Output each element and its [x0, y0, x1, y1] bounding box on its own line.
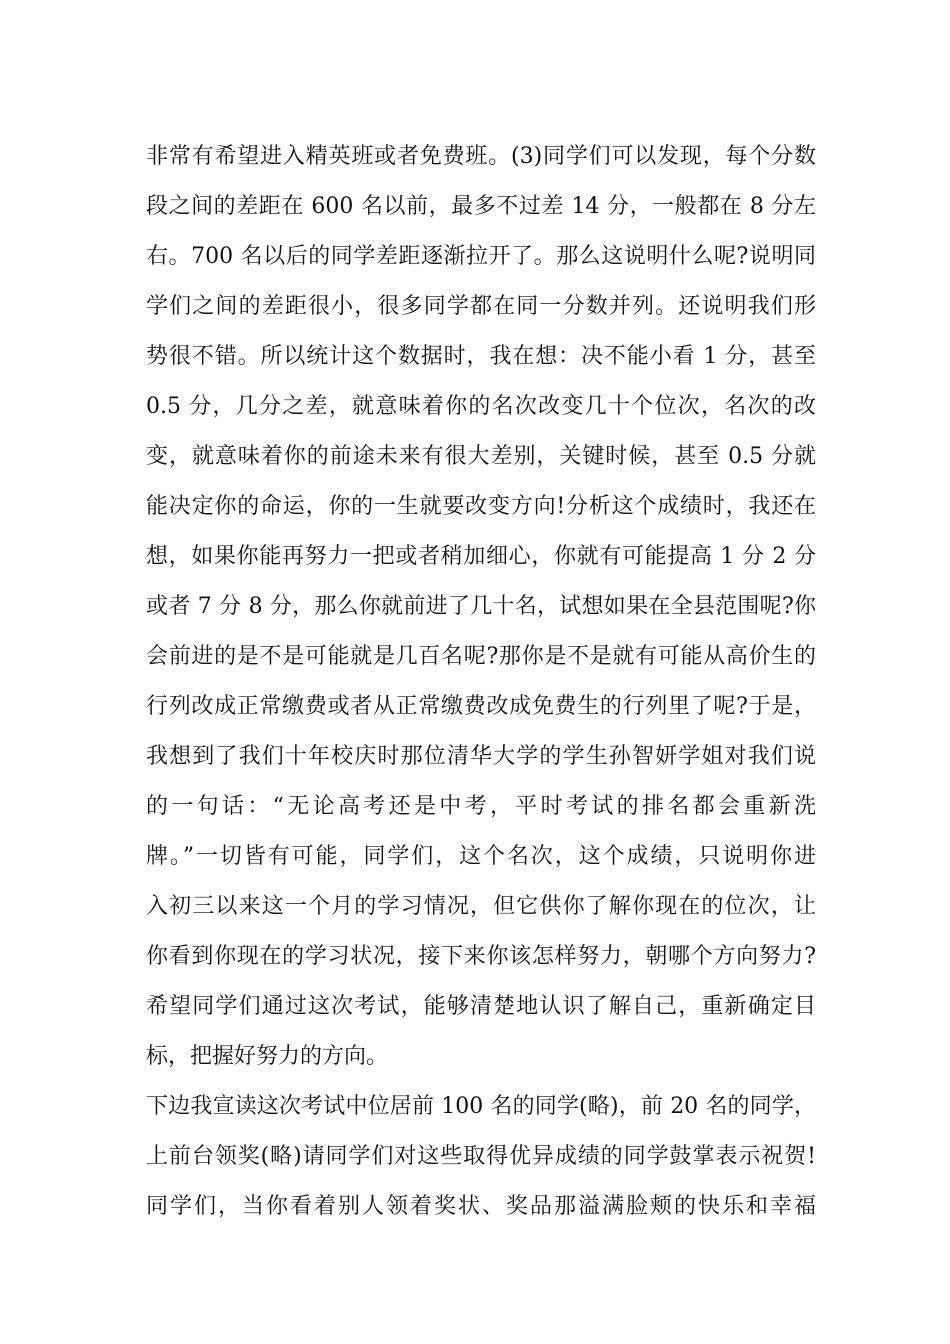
text-line: 希望同学们通过这次考试，能够清楚地认识了解自己，重新确定目 [146, 994, 816, 1019]
text-line: 行列改成正常缴费或者从正常缴费改成免费生的行列里了呢?于是， [146, 694, 816, 719]
text-line: 上前台领奖(略)请同学们对这些取得优异成绩的同学鼓掌表示祝贺! [146, 1144, 816, 1169]
text-line: 或者 7 分 8 分，那么你就前进了几十名，试想如果在全县范围呢?你 [146, 594, 816, 619]
text-line: 标，把握好努力的方向。 [146, 1044, 389, 1069]
text-line: 0.5 分，几分之差，就意味着你的名次改变几十个位次，名次的改 [146, 394, 816, 419]
text-line: 牌。”一切皆有可能，同学们，这个名次，这个成绩，只说明你进 [146, 844, 816, 869]
text-line: 的一句话：“无论高考还是中考，平时考试的排名都会重新洗 [146, 794, 816, 819]
text-line: 势很不错。所以统计这个数据时，我在想：决不能小看 1 分，甚至 [146, 344, 816, 369]
text-line: 能决定你的命运，你的一生就要改变方向!分析这个成绩时，我还在 [146, 494, 816, 519]
text-line: 段之间的差距在 600 名以前，最多不过差 14 分，一般都在 8 分左 [146, 194, 816, 219]
text-line: 你看到你现在的学习状况，接下来你该怎样努力，朝哪个方向努力? [146, 944, 816, 969]
text-line: 下边我宣读这次考试中位居前 100 名的同学(略)，前 20 名的同学， [146, 1094, 816, 1119]
text-line: 入初三以来这一个月的学习情况，但它供你了解你现在的位次，让 [146, 894, 816, 919]
text-line: 会前进的是不是可能就是几百名呢?那你是不是就有可能从高价生的 [146, 644, 816, 669]
body-text [146, 132, 816, 1232]
text-line: 变，就意味着你的前途未来有很大差别，关键时候，甚至 0.5 分就 [146, 444, 816, 469]
text-line: 想，如果你能再努力一把或者稍加细心，你就有可能提高 1 分 2 分 [146, 544, 816, 569]
text-line: 学们之间的差距很小，很多同学都在同一分数并列。还说明我们形 [146, 294, 816, 319]
text-line: 同学们，当你看着别人领着奖状、奖品那溢满脸颊的快乐和幸福 [146, 1194, 816, 1219]
text-line: 非常有希望进入精英班或者免费班。(3)同学们可以发现，每个分数 [146, 144, 816, 169]
text-line: 我想到了我们十年校庆时那位清华大学的学生孙智妍学姐对我们说 [146, 744, 816, 769]
text-line: 右。700 名以后的同学差距逐渐拉开了。那么这说明什么呢?说明同 [146, 244, 816, 269]
